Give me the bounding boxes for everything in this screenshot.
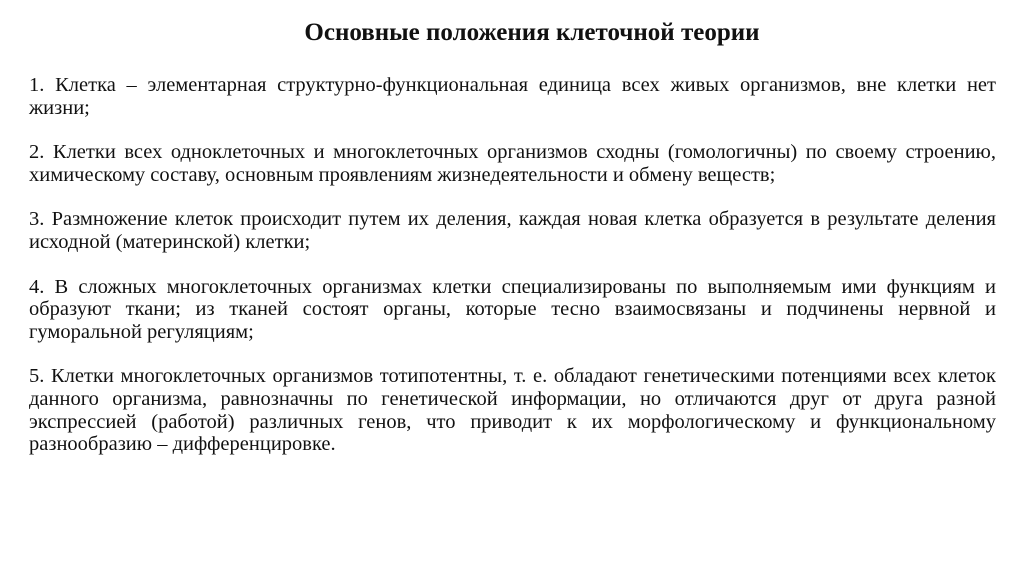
theory-point-1: 1. Клетка – элементарная структурно-функциональная единица всех живых организмов, вне клетки нет жизни; [29, 74, 996, 119]
theory-points-list [29, 74, 996, 478]
theory-point-2: 2. Клетки всех одноклеточных и многоклеточных организмов сходны (гомологичны) по своему строению, химическому составу, основным проявлениям жизнедеятельности и обмену веществ; [29, 141, 996, 186]
slide-title: Основные положения клеточной теории [304, 19, 760, 46]
theory-point-5: 5. Клетки многоклеточных организмов тотипотентны, т. е. обладают генетическими потенциями всех клеток данного организма, равнозначны по генетической информации, но отличаются друг от друга разной экспрессией (работой) различных генов, что приводит к их морфологическому и функциональному разнообразию – дифференцировке. [29, 365, 996, 456]
theory-point-4: 4. В сложных многоклеточных организмах клетки специализированы по выполняемым ими функциям и образуют ткани; из тканей состоят органы, которые тесно взаимосвязаны и подчинены нервной и гуморальной регуляциям; [29, 275, 996, 343]
theory-point-3: 3. Размножение клеток происходит путем их деления, каждая новая клетка образуется в результате деления исходной (материнской) клетки; [29, 208, 996, 253]
